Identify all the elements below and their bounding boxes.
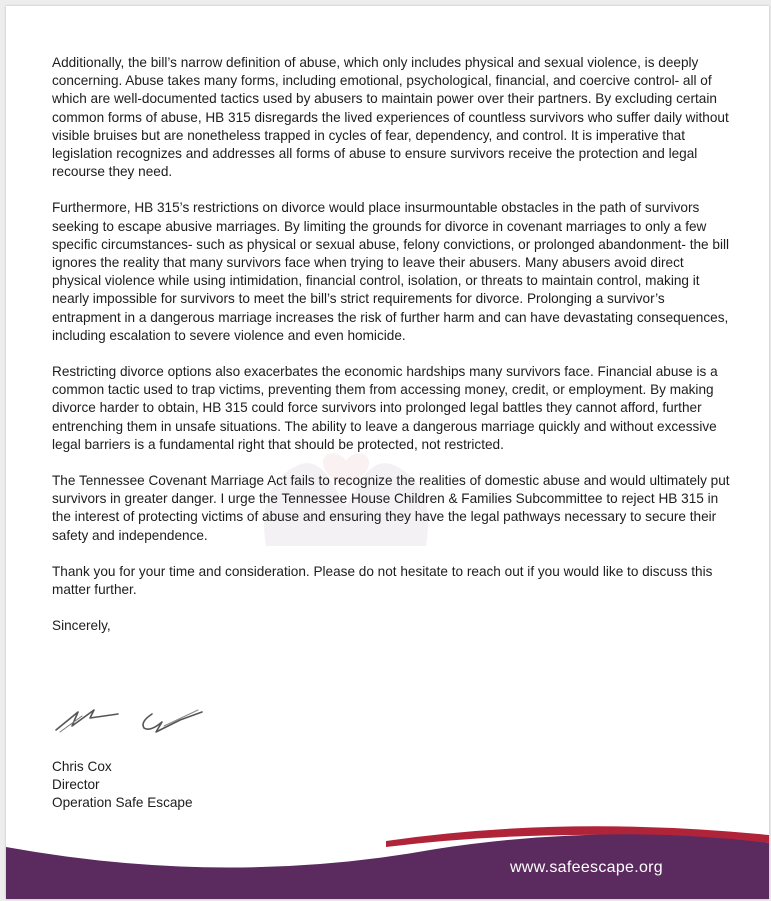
paragraph: Thank you for your time and consideration. Please do not hesitate to reach out if you would like to discuss this matter further. [52, 563, 713, 598]
website-link[interactable]: www.safeescape.org [509, 859, 663, 876]
paragraph: Furthermore, HB 315’s restrictions on divorce would place insurmountable obstacles in the path of survivors seeking to escape abusive marriages. By limiting the grounds for divorce in covenant marriages to only a few specific circumstances- such as physical or sexual abuse, felony convictions, or prolonged abandonment- the bill ignores the reality that many survivors face when trying to leave their abusers. Many abusers avoid direct physical violence while using intimidation, financial control, isolation, or threats to maintain control, making it nearly impossible for survivors to meet the bill’s strict requirements for divorce. Prolonging a survivor’s entrapment in a dangerous marriage increases the risk of further harm and can have devastating consequences, including escalation to severe violence and even homicide. [52, 200, 730, 343]
paragraph: Restricting divorce options also exacerbates the economic hardships many survivors face. Financial abuse is a common tactic used to trap victims, preventing them from accessing money, credit, or employment. By making divorce harder to obtain, HB 315 could force survivors into prolonged legal battles they cannot afford, further entrenching them in unsafe situations. The ability to leave a dangerous marriage quickly and without excessive legal barriers is a fundamental right that should be protected, not restricted. [52, 364, 718, 452]
signature-block [52, 758, 193, 813]
signer-name: Chris Cox [52, 759, 112, 774]
paragraph: Additionally, the bill’s narrow definition of abuse, which only includes physical and sexual violence, is deeply concerning. Abuse takes many forms, including emotional, psychological, financial, and coercive control- all of which are well-documented tactics used by abusers to maintain power over their partners. By excluding certain common forms of abuse, HB 315 disregards the lived experiences of countless survivors who suffer daily without visible bruises but are nonetheless trapped in cycles of fear, dependency, and control. It is imperative that legislation recognizes and addresses all forms of abuse to ensure survivors receive the protection and legal recourse they need. [52, 55, 729, 180]
signer-organization: Operation Safe Escape [52, 795, 193, 811]
letter-body [52, 54, 732, 653]
footer-wave [6, 809, 769, 899]
letter-page [6, 6, 769, 899]
signer-title: Director [52, 777, 100, 793]
handwritten-signature [52, 696, 212, 740]
paragraph: The Tennessee Covenant Marriage Act fails to recognize the realities of domestic abuse and would ultimately put survivors in greater danger. I urge the Tennessee House Children & Families Subcommittee to reject HB 315 in the interest of protecting victims of abuse and ensuring they have the legal pathways necessary to secure their safety and independence. [52, 473, 730, 543]
closing-salutation: Sincerely, [52, 618, 111, 634]
